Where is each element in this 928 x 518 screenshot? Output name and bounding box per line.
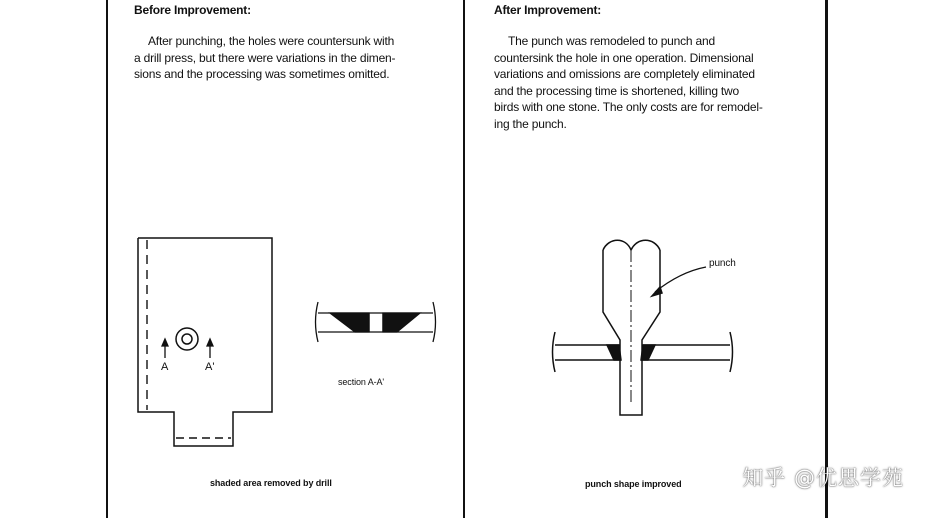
before-line-2: a drill press, but there were variations in the dimen- [134, 50, 396, 65]
after-text [494, 33, 819, 132]
punch-drawing [553, 240, 733, 415]
before-line-3: sions and the processing was sometimes omitted. [134, 67, 390, 81]
before-line-1: After punching, the holes were countersunk with [148, 34, 395, 48]
before-title: Before Improvement: [134, 3, 251, 17]
watermark: 知乎 @优思学苑 [742, 466, 904, 490]
after-line-3: variations and omissions are completely eliminated [494, 67, 755, 81]
after-line-1: The punch was remodeled to punch and [508, 34, 715, 48]
after-line-4: and the processing time is shortened, killing two [494, 83, 740, 98]
after-title: After Improvement: [494, 3, 602, 17]
after-line-2: countersink the hole in one operation. Dimensional [494, 50, 754, 65]
section-view-drawing [316, 302, 436, 342]
after-line-6: ing the punch. [494, 116, 567, 131]
section-label: section A-A' [338, 377, 385, 387]
section-arrows [162, 339, 213, 358]
after-caption: punch shape improved [585, 479, 682, 489]
punch-label: punch [709, 258, 736, 269]
label-a: A [161, 361, 169, 373]
after-line-5: birds with one stone. The only costs are for remodel- [494, 100, 763, 114]
label-a-prime: A' [205, 361, 215, 373]
before-caption: shaded area removed by drill [210, 478, 332, 488]
before-plate-drawing [138, 238, 272, 446]
